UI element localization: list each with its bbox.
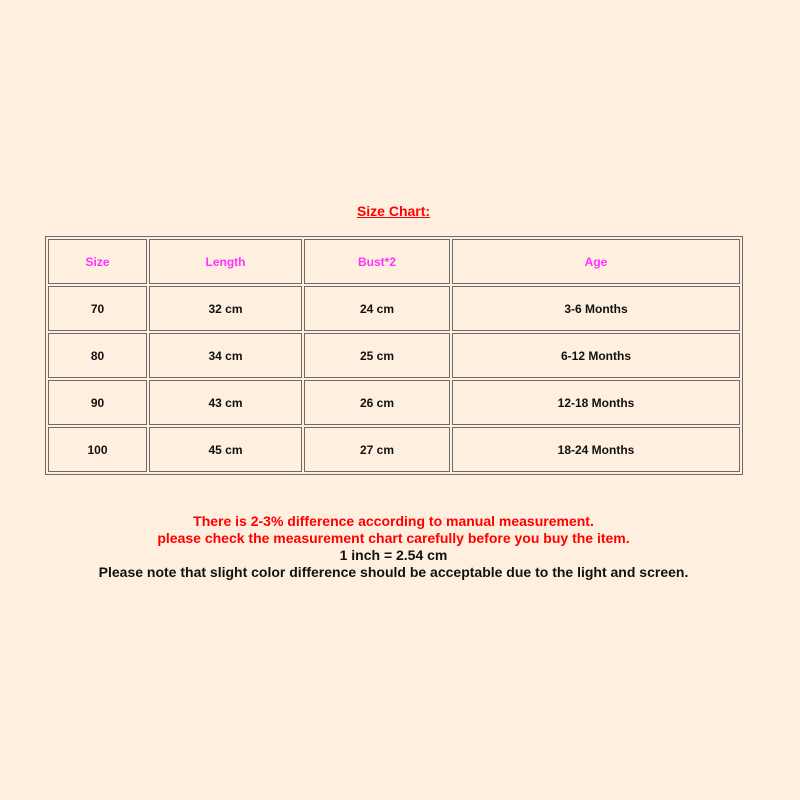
table-row	[48, 427, 740, 472]
table-row	[48, 286, 740, 331]
cell-age: 6-12 Months	[452, 333, 740, 378]
measurement-notes	[0, 513, 787, 581]
cell-age: 3-6 Months	[452, 286, 740, 331]
cell-age: 18-24 Months	[452, 427, 740, 472]
cell-length: 32 cm	[149, 286, 302, 331]
note-inch-conversion: 1 inch = 2.54 cm	[339, 547, 448, 563]
cell-size: 70	[48, 286, 147, 331]
table-header-row	[48, 239, 740, 284]
size-chart-title: Size Chart:	[356, 203, 431, 219]
cell-bust: 25 cm	[304, 333, 450, 378]
cell-bust: 24 cm	[304, 286, 450, 331]
note-color-difference: Please note that slight color difference should be acceptable due to the light and screen.	[98, 564, 689, 580]
header-bust: Bust*2	[304, 239, 450, 284]
cell-size: 100	[48, 427, 147, 472]
header-size: Size	[48, 239, 147, 284]
table-row	[48, 333, 740, 378]
cell-length: 43 cm	[149, 380, 302, 425]
cell-size: 90	[48, 380, 147, 425]
header-length: Length	[149, 239, 302, 284]
note-check-chart: please check the measurement chart carefully before you buy the item.	[157, 530, 630, 546]
cell-length: 45 cm	[149, 427, 302, 472]
size-chart-table	[45, 236, 743, 475]
table-row	[48, 380, 740, 425]
cell-bust: 26 cm	[304, 380, 450, 425]
cell-age: 12-18 Months	[452, 380, 740, 425]
cell-length: 34 cm	[149, 333, 302, 378]
cell-size: 80	[48, 333, 147, 378]
cell-bust: 27 cm	[304, 427, 450, 472]
header-age: Age	[452, 239, 740, 284]
note-difference: There is 2-3% difference according to manual measurement.	[193, 513, 594, 529]
